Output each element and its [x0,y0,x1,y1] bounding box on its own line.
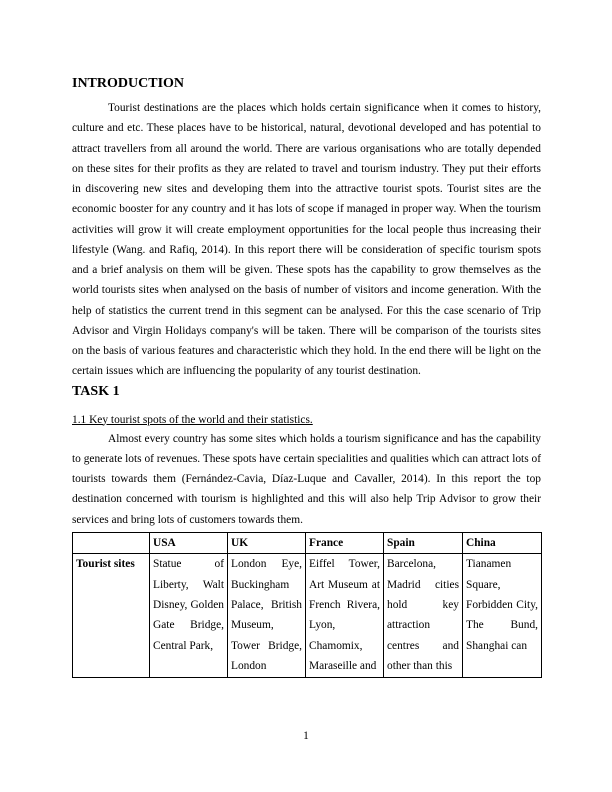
introduction-heading: INTRODUCTION [72,76,185,91]
table-cell-spain: Barcelona, Madrid cities hold key attraction centres and other than this [384,554,463,677]
table-cell-china: Tianamen Square, Forbidden City, The Bund, Shanghai can [463,554,542,677]
column-header-usa: USA [150,532,228,553]
table-header-row [73,532,542,553]
tourist-sites-table [72,532,542,678]
task-1-heading: TASK 1 [72,383,120,399]
task-1-paragraph: Almost every country has some sites which holds a tourism significance and has the capability to generate lots of revenues. These spots have certain specialities and qualities which can attract lots of tourists towards them (Fernández-Cavia, Díaz-Luque and Cavaller, 2014). In this report the top destination concerned with tourism is highlighted and this will also help Trip Advisor to grow their services and bring lots of customers towards them. [72,432,541,526]
table-corner-cell [73,532,150,553]
row-label-tourist-sites: Tourist sites [73,554,150,677]
table-cell-france: Eiffel Tower, Art Museum at French Rivera, Lyon, Chamomix, Maraseille and [306,554,384,677]
introduction-paragraph: Tourist destinations are the places which holds certain significance when it comes to history, culture and etc. These places have to be historical, natural, devotional developed and has potential to attract travellers from all around the world. There are various organisations who are totally depended on these sites for their profits as they are related to travel and tourism industry. They put their efforts in discovering new sites and developing them into the attractive tourist spots. Tourist sites are the economic booster for any country and it has lots of scope if managed in proper way. When the tourism activities will grow it will create employment opportunities for the local people thus increasing their lifestyle (Wang. and Rafiq, 2014). In this report there will be consideration of specific tourism spots and a brief analysis on them will be given. These spots has the capability to grow themselves as the world tourists sites when analysed on the basis of number of visitors and income generation. With the help of statistics the current trend in this segment can be analysed. For this the case scenario of Trip Advisor and Virgin Holidays company's will be taken. There will be comparison of the tourists sites on the basis of various features and characteristic which they hold. In the end there will be light on the certain issues which are influencing the popularity of any tourist destination. [72,102,541,378]
table-cell-uk: London Eye, Buckingham Palace, British Museum, Tower Bridge, London [228,554,306,677]
table-cell-usa: Statue of Liberty, Walt Disney, Golden Gate Bridge, Central Park, [150,554,228,677]
page-number: 1 [303,730,309,742]
column-header-spain: Spain [384,532,463,553]
task-1-subheading: 1.1 Key tourist spots of the world and their statistics. [72,413,313,426]
page-content [72,74,541,678]
column-header-france: France [306,532,384,553]
table-row [73,554,542,677]
column-header-china: China [463,532,542,553]
column-header-uk: UK [228,532,306,553]
